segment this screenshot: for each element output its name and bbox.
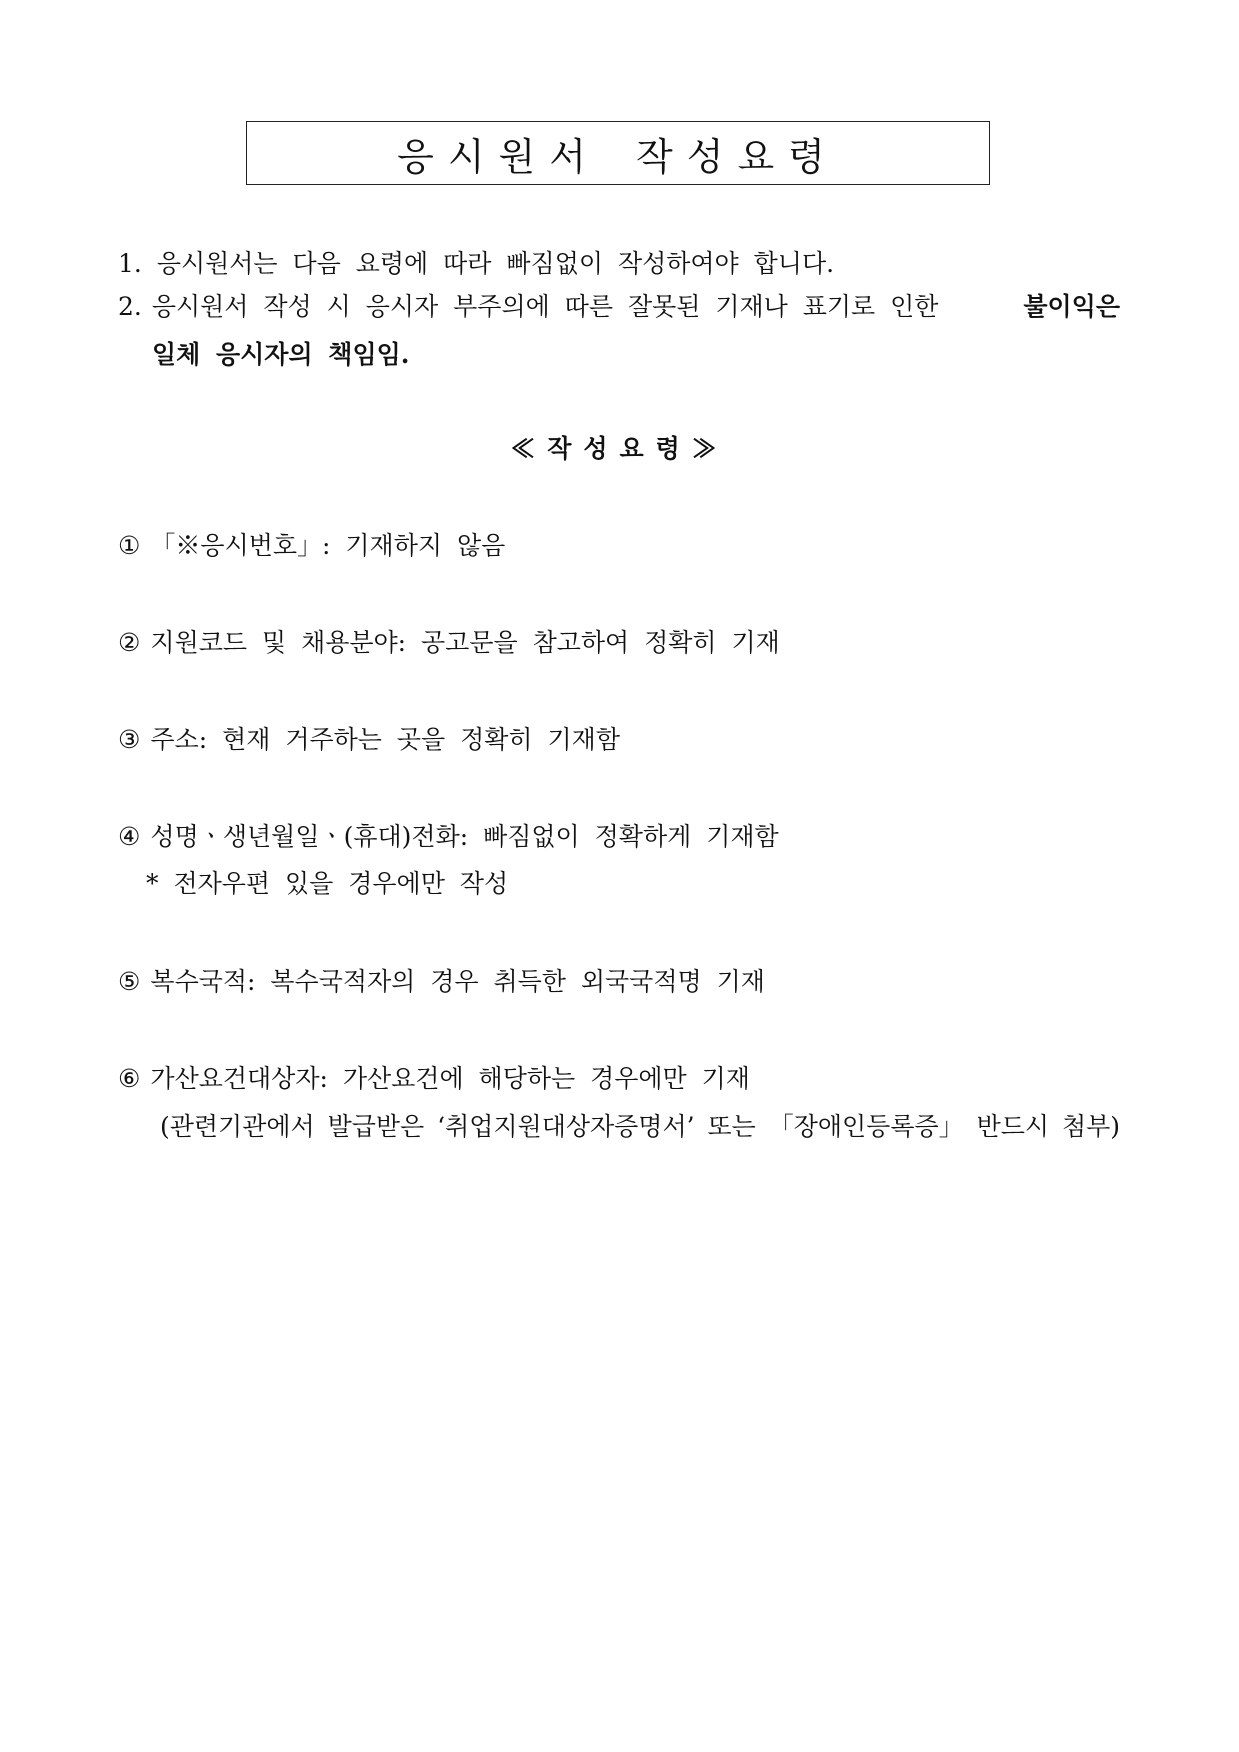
item-note: * 전자우편 있을 경우에만 작성 bbox=[146, 869, 509, 898]
title-box bbox=[246, 121, 990, 185]
guideline-item-2 bbox=[118, 626, 780, 660]
intro-continuation: 일체 응시자의 책임임. bbox=[152, 340, 410, 369]
item-text: 복수국적: 복수국적자의 경우 취득한 외국국적명 기재 bbox=[150, 967, 765, 996]
item-marker: ⑤ bbox=[118, 967, 141, 996]
guideline-item-3 bbox=[118, 723, 620, 757]
intro-text: 응시원서는 다음 요령에 따라 빠짐없이 작성하여야 합니다. bbox=[156, 249, 835, 278]
section-heading: ≪작성요령≫ bbox=[510, 434, 729, 463]
item-text: 「※응시번호」: 기재하지 않음 bbox=[150, 531, 506, 560]
item-marker: ① bbox=[118, 531, 141, 560]
guideline-item-1 bbox=[118, 529, 505, 563]
item-text: 주소: 현재 거주하는 곳을 정확히 기재함 bbox=[150, 725, 620, 754]
item-marker: ③ bbox=[118, 725, 141, 754]
item-text: 가산요건대상자: 가산요건에 해당하는 경우에만 기재 bbox=[150, 1064, 750, 1093]
intro-number: 1. bbox=[118, 249, 142, 278]
intro-number: 2. bbox=[118, 292, 142, 321]
document-title: 응시원서 작성요령 bbox=[397, 134, 839, 179]
intro-bold-text: 불이익은 bbox=[1023, 292, 1120, 321]
item-note: (관련기관에서 발급받은 ‘취업지원대상자증명서’ 또는 「장애인등록증」 반드시 첨부) bbox=[160, 1112, 1121, 1141]
item-text: 지원코드 및 채용분야: 공고문을 참고하여 정확히 기재 bbox=[150, 628, 780, 657]
guideline-item-4 bbox=[118, 820, 779, 854]
item-marker: ④ bbox=[118, 822, 141, 851]
item-marker: ⑥ bbox=[118, 1064, 141, 1093]
intro-text: 응시원서 작성 시 응시자 부주의에 따른 잘못된 기재나 표기로 인한 bbox=[151, 292, 939, 321]
intro-item-1 bbox=[118, 247, 834, 281]
item-text: 성명ㆍ생년월일ㆍ(휴대)전화: 빠짐없이 정확하게 기재함 bbox=[150, 822, 779, 851]
guideline-item-5 bbox=[118, 965, 765, 999]
intro-item-2 bbox=[118, 290, 1120, 324]
guideline-item-6 bbox=[118, 1062, 750, 1096]
item-marker: ② bbox=[118, 628, 141, 657]
